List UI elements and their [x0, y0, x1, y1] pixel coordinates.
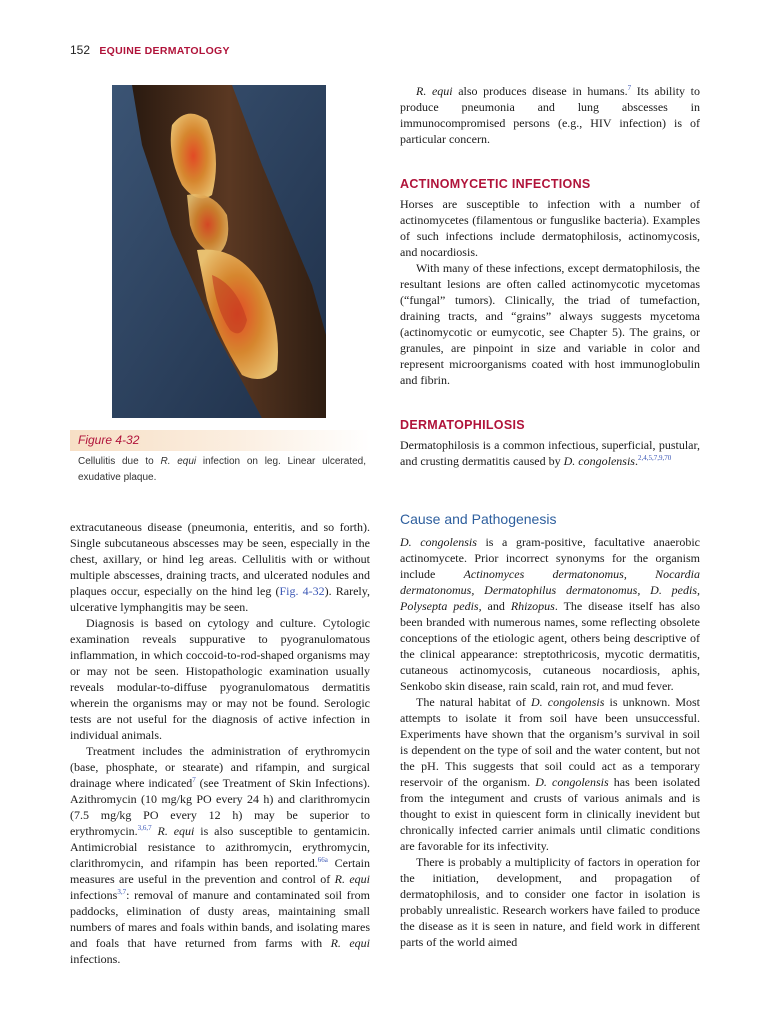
running-header	[70, 43, 230, 57]
organism: Rhizopus	[510, 599, 555, 613]
actino-paragraph-1: Horses are susceptible to infection with a number of actinomycetes (filamentous or funguslike bacteria). Examples of such infections include dermatophilosis, actinomycosis, and nocardiosis.	[400, 197, 700, 259]
t: infections	[70, 888, 118, 902]
leg-lesion-photo	[112, 85, 326, 418]
t: Certain measures are useful in the prevention and control of	[70, 856, 370, 886]
t: is also susceptible to gentamicin. Antimicrobial resistance to azithromycin, erythromycin, clarithromycin, and rifampin has been reported.	[70, 824, 370, 870]
actinomycetic-section	[400, 196, 700, 388]
heading-dermatophilosis: DERMATOPHILOSIS	[400, 418, 525, 432]
dermato-paragraph	[400, 437, 700, 469]
left-paragraph-1	[70, 519, 370, 615]
left-column	[70, 519, 370, 967]
figure-label-bar	[70, 430, 370, 451]
cause-paragraph	[400, 534, 700, 694]
citation[interactable]: 7	[192, 776, 196, 784]
t: The natural habitat of	[416, 695, 531, 709]
cause-section	[400, 534, 700, 950]
book-title: EQUINE DERMATOLOGY	[99, 45, 230, 57]
actino-paragraph-2: With many of these infections, except dermatophilosis, the resultant lesions are often called actinomycotic mycetomas (“fungal” tumors). Clinically, the triad of tumefaction, draining tracts, and “grains” always suggests mycetoma (actinomycotic or eumycotic, see Chapter 5). The grains, or granules, are pinpoint in size and variable in color and represent microorganisms coated with host immunoglobulin and fibrin.	[400, 261, 700, 387]
synonyms: Actinomyces dermatonomus, Nocardia dermatonomus, Dermatophilus dermatonomus, D. pedis, Polysepta pedis,	[400, 567, 700, 613]
figure-caption	[78, 454, 366, 486]
caption-organism: R. equi	[160, 456, 197, 467]
organism: D. congolensis	[535, 775, 609, 789]
t: infections.	[70, 952, 121, 966]
caption-text-end: infection on leg. Linear ulcerated, exudative plaque.	[78, 456, 367, 483]
t: (see Treatment of Skin Infections). Azithromycin (10 mg/kg PO every 24 h) and clarithromycin (7.5 mg/kg PO every 12 h) may be superior to erythromycin.	[70, 776, 370, 838]
dermatophilosis-intro	[400, 437, 700, 469]
left-paragraph-3	[70, 743, 370, 967]
factors-paragraph: There is probably a multiplicity of factors in operation for the initiation, development, and propagation of dermatophilosis, and to consider one factor in isolation is probably unrealistic. Research workers have failed to produce the disease as it is seen in nature, and field work in different parts of the world aimed	[400, 855, 700, 949]
left-p1-text: extracutaneous disease (pneumonia, enteritis, and so forth). Single subcutaneous abscesses may be seen, especially in the chest, axillary, or hind leg areas. Cellulitis with or without multiple abscesses, draining tracts, and ulcerated nodules and plaques occur, especially on the hind leg (	[70, 520, 370, 598]
intro-paragraph	[400, 83, 700, 147]
organism: R. equi	[330, 936, 370, 950]
organism: D. congolensis	[530, 695, 605, 709]
page-number: 152	[70, 43, 91, 57]
heading-cause-pathogenesis: Cause and Pathogenesis	[400, 511, 557, 527]
t: and	[481, 599, 511, 613]
t: Treatment includes the administration of erythromycin (base, phosphate, or stearate) and rifampin, and surgical drainage where indicated	[70, 744, 370, 790]
t: is a gram-positive, facultative anaerobic actinomycete. Prior incorrect synonyms for the organism include	[400, 535, 700, 581]
t: also produces disease in humans.	[452, 84, 628, 98]
figure-reference-link[interactable]: Fig. 4-32	[279, 584, 325, 598]
caption-text: Cellulitis due to	[78, 456, 161, 467]
figure-photo	[112, 85, 326, 418]
t: has been isolated from the integument and crusts of various animals and is thought to exist in quiescent form in clinically inevident but chronically infected carrier animals until climatic conditions are favorable for its infectivity.	[400, 775, 700, 853]
organism: R. equi	[151, 824, 195, 838]
habitat-paragraph	[400, 694, 700, 854]
t: : removal of manure and contaminated soil from paddocks, elimination of dusty areas, maintaining small numbers of mares and foals within bands, and isolating mares and foals that have returned from farms with	[70, 888, 370, 950]
t: Its ability to produce pneumonia and lung abscesses in immunocompromised persons (e.g., HIV infection) is of particular concern.	[400, 84, 700, 146]
organism: D. congolensis	[400, 535, 477, 549]
heading-actinomycetic-infections: ACTINOMYCETIC INFECTIONS	[400, 177, 591, 191]
organism: R. equi	[416, 84, 453, 98]
figure-label: Figure 4-32	[78, 433, 140, 447]
citation[interactable]: 2,4,5,7,9,70	[637, 454, 672, 462]
citation[interactable]: 3,7	[117, 888, 127, 896]
organism: D. congolensis	[563, 454, 635, 468]
left-p1-end: ). Rarely, ulcerative lymphangitis may be seen.	[70, 584, 370, 614]
t: .	[634, 454, 638, 468]
t: Dermatophilosis is a common infectious, superficial, pustular, and crusting dermatitis caused by	[400, 438, 700, 468]
t: . The disease itself has also been branded with numerous names, some reflecting obsolete conceptions of the etiologic agent, others being descriptive of the clinical appearance: streptothricosis, mycotic dermatitis, cutaneous actinomycosis, cutaneous nocardiosis, aphis, Senkobo skin disease, rain scald, rain rot, and mud fever.	[400, 599, 701, 693]
left-paragraph-2: Diagnosis is based on cytology and culture. Cytologic examination reveals suppurative to pyogranulomatous inflammation, in which coccoid-to-rod-shaped organisms may or may not be seen. Histopathologic examination usually reveals modular-to-diffuse pyogranulomatous dermatitis wherein the organisms may or may not be found. Serologic tests are not useful for the diagnosis of active infection in individual animals.	[70, 616, 370, 742]
citation[interactable]: 66a	[317, 856, 328, 864]
organism: R. equi	[334, 872, 370, 886]
citation[interactable]: 3,6,7	[137, 824, 152, 832]
citation[interactable]: 7	[627, 84, 632, 92]
right-intro	[400, 83, 700, 147]
t: is unknown. Most attempts to isolate it from soil have been unsuccessful. Experiments have shown that the organism’s survival in soil is dependent on the type of soil and the water content, but not the pH. This suggests that soil could act as a temporary reservoir of the organism.	[400, 695, 701, 789]
